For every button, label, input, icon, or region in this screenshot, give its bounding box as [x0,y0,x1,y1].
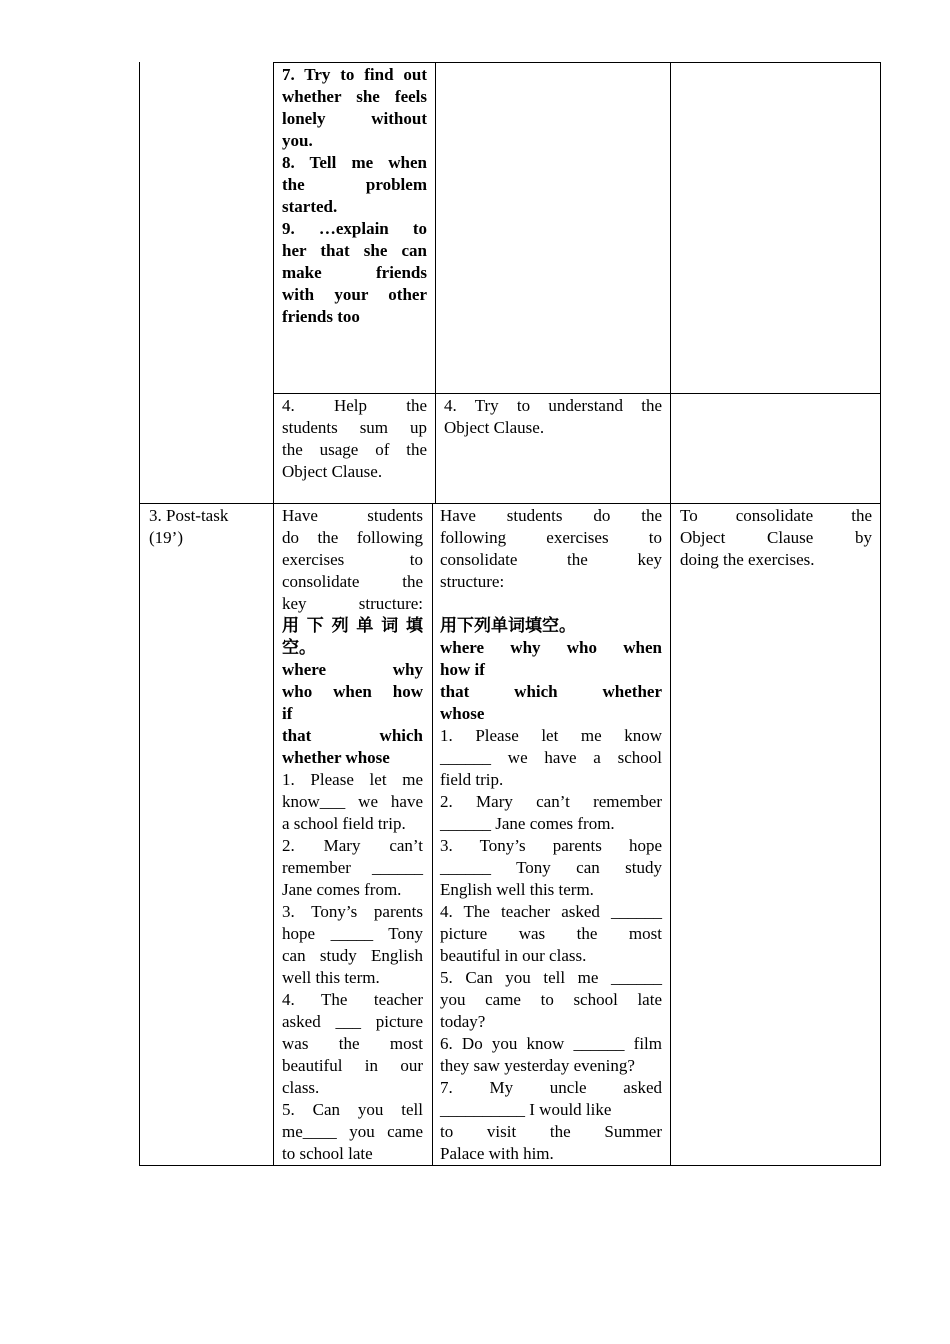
text-line: __________ I would like [440,1100,612,1119]
text-line: 4. Help the [282,396,427,415]
text-line: friends too [282,307,360,326]
text-line: 用 下 列 单 词 填 [282,616,423,636]
text-line: 5. Can you tell me ______ [440,968,662,987]
text-line: 4. Try to understand the [444,396,662,415]
text-line: remember ______ [282,858,423,877]
text-line: her that she can [282,241,427,260]
text-line: structure: [440,572,505,591]
text-line: Jane comes from. [282,880,402,899]
text-line: can study English [282,946,423,965]
text-line: me____ you came [282,1122,423,1141]
text-line: exercises to [282,550,423,569]
text-line: 6. Do you know ______ film [440,1034,662,1053]
row-c-teacher-cell [282,505,423,1165]
text-line: well this term. [282,968,380,987]
text-line: you came to school late [440,990,662,1009]
text-line: the problem [282,175,427,194]
text-line: 用下列单词填空。 [440,616,576,636]
text-line: consolidate the key [440,550,662,569]
text-line: ______ Jane comes from. [440,814,615,833]
text-line: following exercises to [440,528,662,547]
text-line: beautiful in our class. [440,946,587,965]
text-line: asked ___ picture [282,1012,423,1031]
text-line: Object Clause by [680,528,872,547]
row-b-teacher-cell [282,395,427,483]
column-divider-1 [273,62,274,1166]
text-line: key structure: [282,594,423,613]
text-line: beautiful in our [282,1056,423,1075]
text-line: was the most [282,1034,423,1053]
text-line: 8. Tell me when [282,153,427,172]
table-border-left [139,62,140,1166]
text-line: 1. Please let me [282,770,423,789]
text-line: Object Clause. [282,462,383,481]
text-line: 4. The teacher asked ______ [440,902,662,921]
text-line: class. [282,1078,320,1097]
text-line: 3. Post-task [149,506,229,525]
text-line: whether she feels [282,87,427,106]
text-line: English well this term. [440,880,594,899]
table-border-right [880,62,881,1166]
text-line: (19’) [149,528,183,547]
text-line: field trip. [440,770,504,789]
table-border-bottom [139,1165,881,1166]
text-line: that which whether [440,682,662,701]
text-line: ______ Tony can study [440,858,662,877]
text-line: with your other [282,285,427,304]
text-line: 5. Can you tell [282,1100,423,1119]
row-c-stage-cell [149,505,267,549]
row-divider-b-top [273,393,881,394]
text-line: to school late [282,1144,373,1163]
row-divider-a-top [273,62,881,63]
text-line: to visit the Summer [440,1122,662,1141]
text-line: 2. Mary can’t remember [440,792,662,811]
row-c-aim-cell [680,505,872,571]
text-line: 1. Please let me know [440,726,662,745]
text-line: do the following [282,528,423,547]
row-divider-c-top [139,503,881,504]
text-line: who when how [282,682,423,701]
text-line: a school field trip. [282,814,406,833]
text-line: lonely without [282,109,427,128]
column-divider-3 [670,62,671,1166]
text-line: 4. The teacher [282,990,423,1009]
text-line: hope _____ Tony [282,924,423,943]
column-divider-2-lower [432,503,433,1166]
column-divider-2-upper [435,62,436,503]
text-line: know___ we have [282,792,423,811]
text-line: today? [440,1012,486,1031]
text-line: students sum up [282,418,427,437]
text-line: started. [282,197,338,216]
text-line: picture was the most [440,924,662,943]
text-line: where why who when [440,638,662,657]
text-line: 空。 [282,638,316,658]
text-line: the usage of the [282,440,427,459]
text-line: they saw yesterday evening? [440,1056,635,1075]
text-line: 7. My uncle asked [440,1078,662,1097]
text-line: 2. Mary can’t [282,836,423,855]
text-line: whose [440,704,485,723]
text-line: make friends [282,263,427,282]
text-line: whether whose [282,748,390,767]
text-line: 7. Try to find out [282,65,427,84]
text-line: that which [282,726,423,745]
text-line: 3. Tony’s parents [282,902,423,921]
text-line: 3. Tony’s parents hope [440,836,662,855]
text-line: if [282,704,293,723]
row-b-student-cell [444,395,662,439]
text-line: Palace with him. [440,1144,554,1163]
text-line: doing the exercises. [680,550,815,569]
text-line: ______ we have a school [440,748,662,767]
text-line [440,593,662,615]
row-a-teacher-cell [282,64,427,328]
text-line: Have students do the [440,506,662,525]
text-line: where why [282,660,423,679]
text-line: you. [282,131,313,150]
text-line: consolidate the [282,572,423,591]
text-line: Object Clause. [444,418,545,437]
text-line: how if [440,660,485,679]
row-c-student-cell [440,505,662,1165]
text-line: Have students [282,506,423,525]
text-line: To consolidate the [680,506,872,525]
text-line: 9. …explain to [282,219,427,238]
